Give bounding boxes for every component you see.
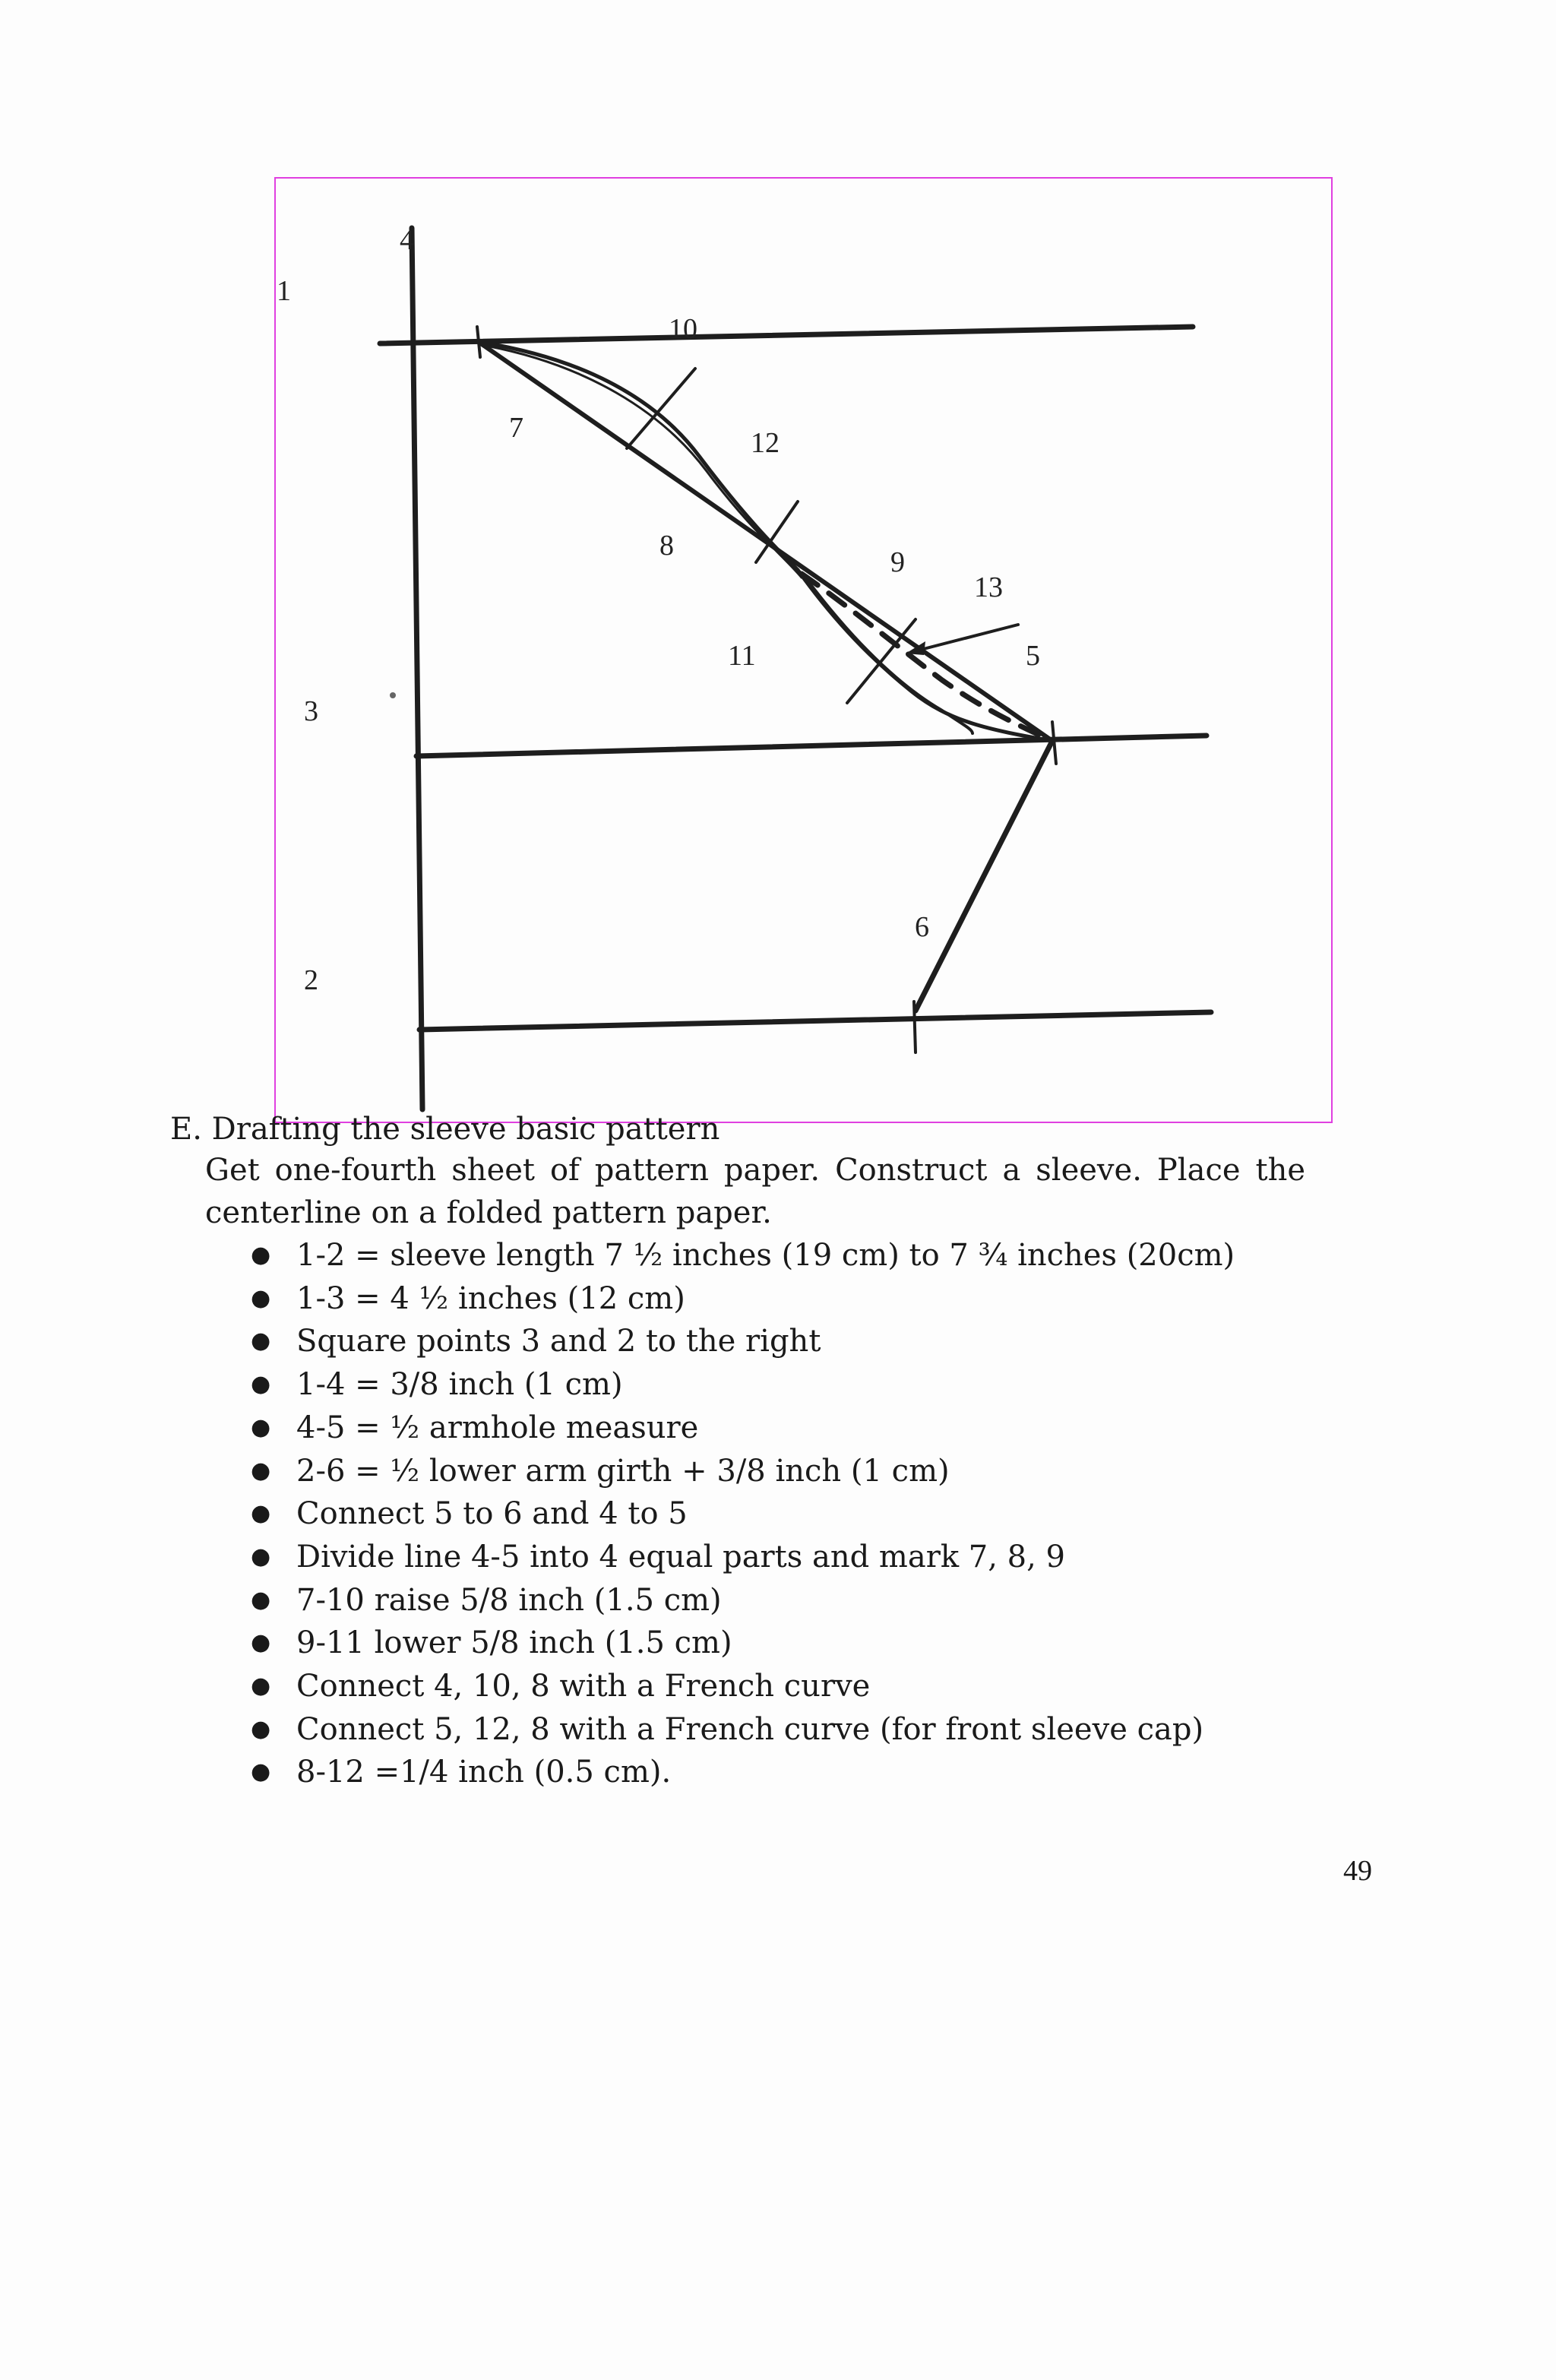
label-11: 11 xyxy=(728,640,756,672)
label-5: 5 xyxy=(1026,640,1040,672)
list-item: ● 1-3 = 4 ½ inches (12 cm) xyxy=(251,1277,1235,1321)
bullet-icon: ● xyxy=(251,1500,271,1527)
list-item: ● 9-11 lower 5/8 inch (1.5 cm) xyxy=(251,1622,1235,1665)
bullet-icon: ● xyxy=(251,1371,271,1398)
bullet-icon: ● xyxy=(251,1284,271,1312)
label-2: 2 xyxy=(304,964,318,996)
bullet-icon: ● xyxy=(251,1715,271,1742)
bicep-line xyxy=(416,736,1207,756)
bullet-icon: ● xyxy=(251,1543,271,1570)
list-item: ● Connect 4, 10, 8 with a French curve xyxy=(251,1665,1235,1708)
bullet-icon: ● xyxy=(251,1629,271,1657)
arrow-13 xyxy=(912,625,1018,652)
top-line xyxy=(380,327,1193,343)
label-3: 3 xyxy=(304,695,318,727)
label-4: 4 xyxy=(400,224,414,256)
label-9: 9 xyxy=(890,546,905,578)
list-item: ● 1-4 = 3/8 inch (1 cm) xyxy=(251,1363,1235,1407)
label-10: 10 xyxy=(669,313,697,345)
page-number: 49 xyxy=(1343,1855,1372,1887)
label-7: 7 xyxy=(509,412,523,444)
bullet-icon: ● xyxy=(251,1758,271,1786)
list-item: ● Connect 5 to 6 and 4 to 5 xyxy=(251,1492,1235,1536)
section-heading: E. Drafting the sleeve basic pattern xyxy=(170,1112,720,1147)
list-item: ● 8-12 =1/4 inch (0.5 cm). xyxy=(251,1751,1235,1794)
bullet-icon: ● xyxy=(251,1457,271,1484)
bullet-icon: ● xyxy=(251,1673,271,1700)
list-item: ● 7-10 raise 5/8 inch (1.5 cm) xyxy=(251,1579,1235,1622)
label-6: 6 xyxy=(915,911,929,943)
bullet-icon: ● xyxy=(251,1413,271,1441)
bullet-icon: ● xyxy=(251,1586,271,1613)
label-12: 12 xyxy=(751,427,780,459)
steps-list xyxy=(251,1234,1235,1794)
centerline xyxy=(412,228,422,1109)
bullet-icon: ● xyxy=(251,1242,271,1268)
list-item: ● Divide line 4-5 into 4 equal parts and mark 7, 8, 9 xyxy=(251,1536,1235,1579)
label-1: 1 xyxy=(277,275,291,307)
list-item: ● Square points 3 and 2 to the right xyxy=(251,1320,1235,1363)
label-13: 13 xyxy=(974,571,1003,603)
list-item: ● 1-2 = sleeve length 7 ½ inches (19 cm) to 7 ¾ inches (20cm) xyxy=(251,1234,1235,1277)
list-item: ● 4-5 = ½ armhole measure xyxy=(251,1407,1235,1450)
line-5-6 xyxy=(916,741,1052,1011)
wrist-line xyxy=(419,1012,1211,1030)
intro-paragraph: Get one-fourth sheet of pattern paper. Construct a sleeve. Place the centerline on a folded pattern paper. xyxy=(205,1153,1305,1230)
label-8: 8 xyxy=(659,530,674,562)
sleeve-draft-diagram xyxy=(0,0,1556,1185)
list-item: ● Connect 5, 12, 8 with a French curve (for front sleeve cap) xyxy=(251,1708,1235,1752)
bullet-icon: ● xyxy=(251,1328,271,1355)
list-item: ● 2-6 = ½ lower arm girth + 3/8 inch (1 cm) xyxy=(251,1450,1235,1493)
